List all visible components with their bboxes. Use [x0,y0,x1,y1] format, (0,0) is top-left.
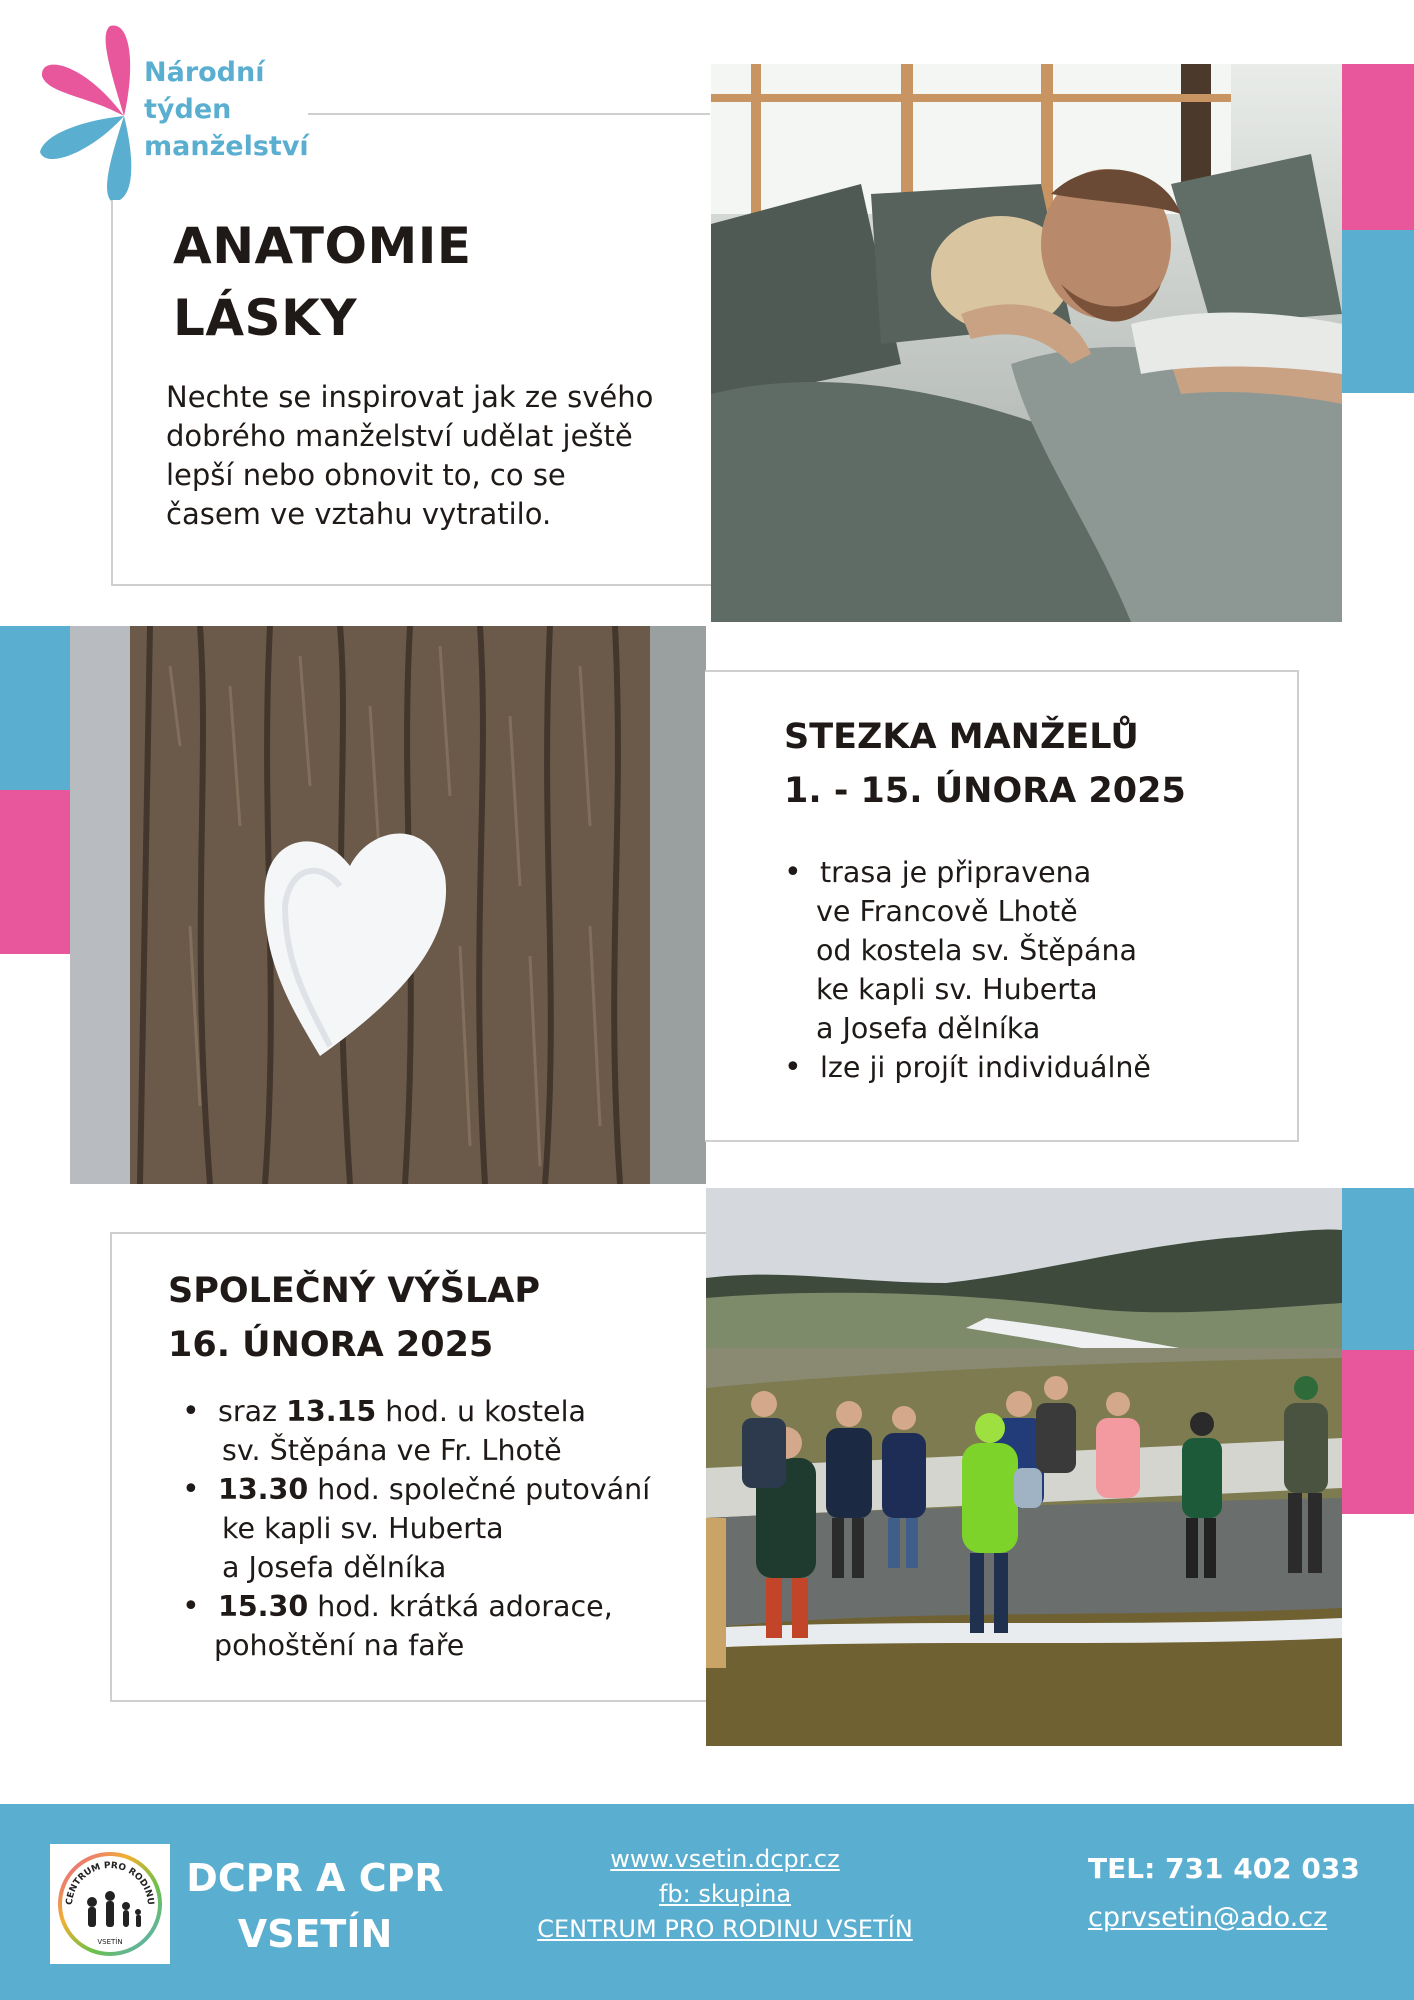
phone-number: TEL: 731 402 033 [1088,1852,1360,1885]
trail-bullets [784,853,1264,1087]
bullet-rest: hod. krátká adorace, [308,1590,613,1623]
intro-text-line: Nechte se inspirovat jak ze svého [166,380,654,414]
logo-caption-bottom: VSETÍN [97,1938,123,1946]
bullet-line: sv. Štěpána ve Fr. Lhotě [222,1434,562,1467]
bullet-line: a Josefa dělníka [222,1551,447,1584]
family-logo-icon [50,1844,170,1964]
blue-accent-block [1342,1188,1414,1350]
email-link[interactable]: cprvsetin@ado.cz [1088,1902,1328,1933]
trail-title [784,710,1186,818]
bullet-line: ve Francově Lhotě [816,895,1078,928]
org-name-line-2: VSETÍN [237,1912,393,1956]
logo-caption-top: CENTRUM PRO RODINU [64,1860,156,1906]
intro-text-line: lepší nebo obnovit to, co se [166,458,566,492]
logo-line-3: manželství [144,131,309,162]
logo-line-2: týden [144,94,232,125]
hike-title-line-1: SPOLEČNÝ VÝŠLAP [168,1271,541,1311]
logo-line-1: Národní [144,57,265,88]
intro-title [173,210,471,354]
hike-title [168,1264,540,1372]
hike-bullet-item [182,1392,682,1470]
bullet-prefix: sraz [218,1395,287,1428]
bullet-time: 13.15 [286,1395,377,1428]
trail-title-line-1: STEZKA MANŽELŮ [784,717,1139,757]
org-name [170,1850,460,1962]
pink-accent-block [1342,1350,1414,1514]
trail-bullet-item [784,1048,1264,1087]
hike-bullets [182,1392,682,1665]
bullet-line: od kostela sv. Štěpána [816,934,1138,967]
bullet-line: • trasa je připravena [820,856,1092,889]
org-name-line-1: DCPR A CPR [186,1856,444,1900]
snow-heart-on-tree-photo [70,626,706,1184]
intro-text [166,378,686,534]
blue-accent-block [0,626,70,790]
hike-bullet-item [182,1587,682,1665]
hike-bullet-item [182,1470,682,1587]
blue-accent-block [1342,230,1414,393]
bullet-time: 13.30 [218,1473,309,1506]
trail-bullet-item [784,853,1264,1048]
pink-accent-block [0,790,70,954]
trail-title-line-2: 1. - 15. ÚNORA 2025 [784,771,1186,811]
pink-accent-block [1342,64,1414,230]
footer [0,1804,1414,2000]
bullet-line: a Josefa dělníka [816,1012,1041,1045]
petal-logo-icon [38,24,138,204]
facebook-group-link-line-2[interactable]: CENTRUM PRO RODINU VSETÍN [537,1915,913,1943]
intro-title-line-2: LÁSKY [173,289,358,347]
bullet-line: • lze ji projít individuálně [820,1051,1151,1084]
bullet-line: pohoštění na faře [214,1629,465,1662]
couple-in-bed-photo [711,64,1342,622]
bullet-time: 15.30 [218,1590,309,1623]
logo [38,24,328,204]
footer-links [505,1842,945,1947]
logo-divider-line [308,113,710,115]
intro-title-line-1: ANATOMIE [173,217,472,275]
facebook-group-link-line-1[interactable]: fb: skupina [658,1880,792,1908]
bullet-rest: hod. u kostela [376,1395,586,1428]
group-hike-photo [706,1188,1342,1746]
hike-title-line-2: 16. ÚNORA 2025 [168,1325,494,1365]
bullet-line: ke kapli sv. Huberta [816,973,1098,1006]
centrum-pro-rodinu-logo [50,1844,170,1964]
intro-text-line: časem ve vztahu vytratilo. [166,497,552,531]
bullet-rest: hod. společné putování [308,1473,651,1506]
bullet-line: ke kapli sv. Huberta [222,1512,504,1545]
website-link[interactable]: www.vsetin.dcpr.cz [610,1845,840,1873]
intro-text-line: dobrého manželství udělat ještě [166,419,633,453]
